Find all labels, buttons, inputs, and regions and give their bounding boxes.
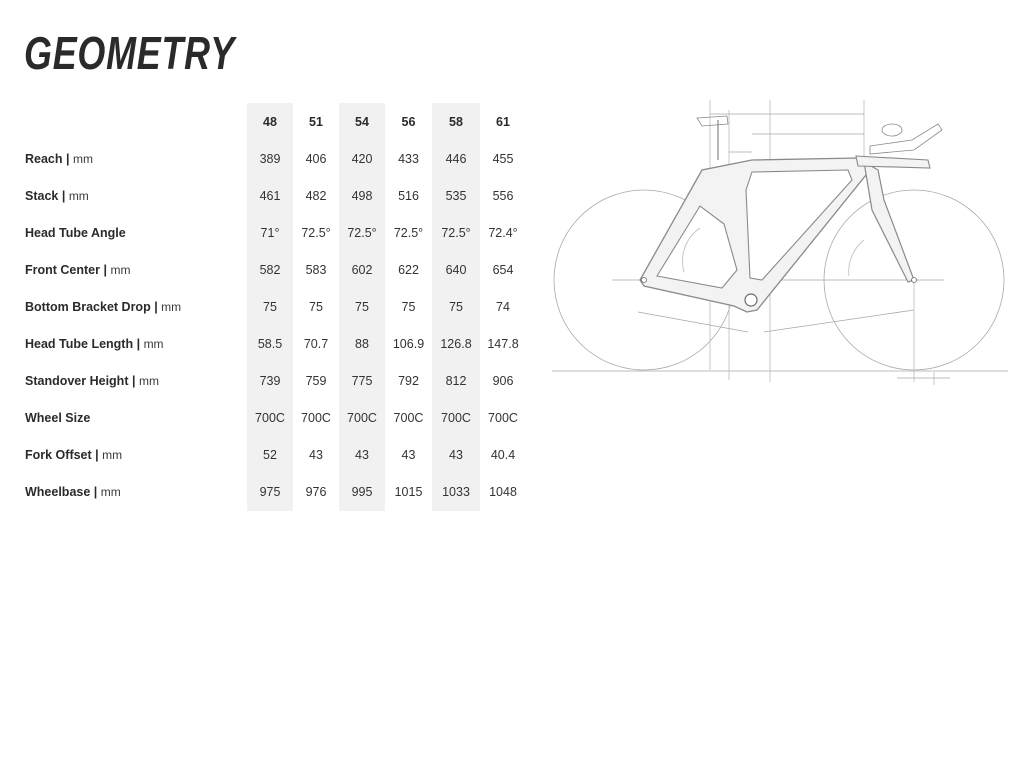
row-unit: mm <box>161 299 182 314</box>
value-cell: 75 <box>247 288 293 325</box>
size-header: 56 <box>401 114 416 129</box>
value-cell: 420 <box>339 140 385 177</box>
value-cell: 700C <box>393 411 424 426</box>
row-label <box>0 251 247 288</box>
unit-separator: | <box>150 299 162 314</box>
value-cell: 976 <box>305 485 327 500</box>
geometry-row <box>0 325 526 362</box>
row-label <box>0 325 247 362</box>
row-label <box>0 177 247 214</box>
row-label-name: Reach <box>25 151 63 166</box>
value-cell: 72.5° <box>339 214 385 251</box>
bike-geometry-diagram <box>552 100 1008 385</box>
value-cell: 759 <box>305 374 327 389</box>
geometry-row <box>0 140 526 177</box>
value-cell: 906 <box>492 374 514 389</box>
fork <box>864 162 914 282</box>
value-cell: 455 <box>492 151 514 166</box>
value-cell: 71° <box>247 214 293 251</box>
row-label <box>0 437 247 474</box>
geometry-row <box>0 474 526 511</box>
size-header: 61 <box>496 114 510 129</box>
header-spacer <box>0 103 247 140</box>
value-cell: 406 <box>305 151 327 166</box>
size-header: 54 <box>339 103 385 140</box>
value-cell: 43 <box>309 448 323 463</box>
unit-separator: | <box>91 448 103 463</box>
value-cell: 622 <box>398 262 419 277</box>
geometry-table <box>0 103 526 511</box>
row-label-name: Bottom Bracket Drop <box>25 299 151 314</box>
unit-separator: | <box>128 374 139 389</box>
row-label-name: Wheel Size <box>25 411 91 426</box>
row-label <box>0 474 247 511</box>
value-cell: 1033 <box>432 474 480 511</box>
row-label <box>0 400 247 437</box>
size-header-row <box>0 103 526 140</box>
value-cell: 700C <box>339 400 385 437</box>
row-unit: mm <box>100 485 121 500</box>
row-label-name: Head Tube Length <box>25 337 134 352</box>
value-cell: 106.9 <box>392 337 425 352</box>
value-cell: 43 <box>339 437 385 474</box>
page-title: GEOMETRY <box>24 27 235 79</box>
value-cell: 482 <box>305 188 327 203</box>
row-label-name: Front Center <box>25 262 100 277</box>
value-cell: 75 <box>432 288 480 325</box>
geometry-rows <box>0 140 526 511</box>
value-cell: 43 <box>432 437 480 474</box>
row-label-name: Fork Offset <box>25 448 92 463</box>
value-cell: 40.4 <box>490 448 516 463</box>
unit-separator: | <box>90 485 101 500</box>
value-cell: 75 <box>401 299 416 314</box>
size-header: 58 <box>432 103 480 140</box>
size-header: 51 <box>309 114 323 129</box>
unit-separator: | <box>58 188 69 203</box>
value-cell: 582 <box>247 251 293 288</box>
value-cell: 975 <box>247 474 293 511</box>
row-label-name: Standover Height <box>25 374 129 389</box>
value-cell: 461 <box>247 177 293 214</box>
value-cell: 52 <box>247 437 293 474</box>
value-cell: 1048 <box>489 485 517 500</box>
row-unit: mm <box>72 151 93 166</box>
value-cell: 498 <box>339 177 385 214</box>
geometry-row <box>0 400 526 437</box>
value-cell: 516 <box>398 188 419 203</box>
value-cell: 640 <box>432 251 480 288</box>
value-cell: 1015 <box>394 485 423 500</box>
value-cell: 58.5 <box>247 325 293 362</box>
value-cell: 88 <box>339 325 385 362</box>
value-cell: 72.5° <box>393 225 424 240</box>
row-label-name: Head Tube Angle <box>25 225 126 240</box>
row-unit: mm <box>143 337 164 352</box>
value-cell: 43 <box>401 448 416 463</box>
geometry-row <box>0 363 526 400</box>
geometry-row <box>0 288 526 325</box>
row-label <box>0 363 247 400</box>
row-unit: mm <box>138 374 159 389</box>
row-unit: mm <box>102 448 123 463</box>
value-cell: 535 <box>432 177 480 214</box>
unit-separator: | <box>100 262 111 277</box>
value-cell: 700C <box>488 411 518 426</box>
size-header: 48 <box>247 103 293 140</box>
value-cell: 70.7 <box>303 337 329 352</box>
value-cell: 72.5° <box>301 225 331 240</box>
value-cell: 389 <box>247 140 293 177</box>
value-cell: 583 <box>305 262 327 277</box>
geometry-row <box>0 214 526 251</box>
unit-separator: | <box>133 337 144 352</box>
value-cell: 995 <box>339 474 385 511</box>
value-cell: 654 <box>492 262 514 277</box>
value-cell: 75 <box>339 288 385 325</box>
row-label <box>0 288 247 325</box>
value-cell: 739 <box>247 363 293 400</box>
geometry-row <box>0 177 526 214</box>
value-cell: 556 <box>492 188 514 203</box>
value-cell: 75 <box>309 299 323 314</box>
value-cell: 775 <box>339 363 385 400</box>
row-unit: mm <box>68 188 89 203</box>
row-label-name: Stack <box>25 188 59 203</box>
value-cell: 700C <box>247 400 293 437</box>
value-cell: 700C <box>301 411 331 426</box>
value-cell: 602 <box>339 251 385 288</box>
unit-separator: | <box>62 151 73 166</box>
value-cell: 126.8 <box>432 325 480 362</box>
value-cell: 72.4° <box>488 225 518 240</box>
value-cell: 446 <box>432 140 480 177</box>
value-cell: 812 <box>432 363 480 400</box>
value-cell: 147.8 <box>487 337 519 352</box>
row-unit: mm <box>110 262 131 277</box>
row-label <box>0 140 247 177</box>
row-label <box>0 214 247 251</box>
value-cell: 74 <box>496 299 510 314</box>
value-cell: 792 <box>398 374 419 389</box>
row-label-name: Wheelbase <box>25 485 91 500</box>
value-cell: 72.5° <box>432 214 480 251</box>
value-cell: 433 <box>398 151 419 166</box>
value-cell: 700C <box>432 400 480 437</box>
geometry-row <box>0 251 526 288</box>
geometry-row <box>0 437 526 474</box>
